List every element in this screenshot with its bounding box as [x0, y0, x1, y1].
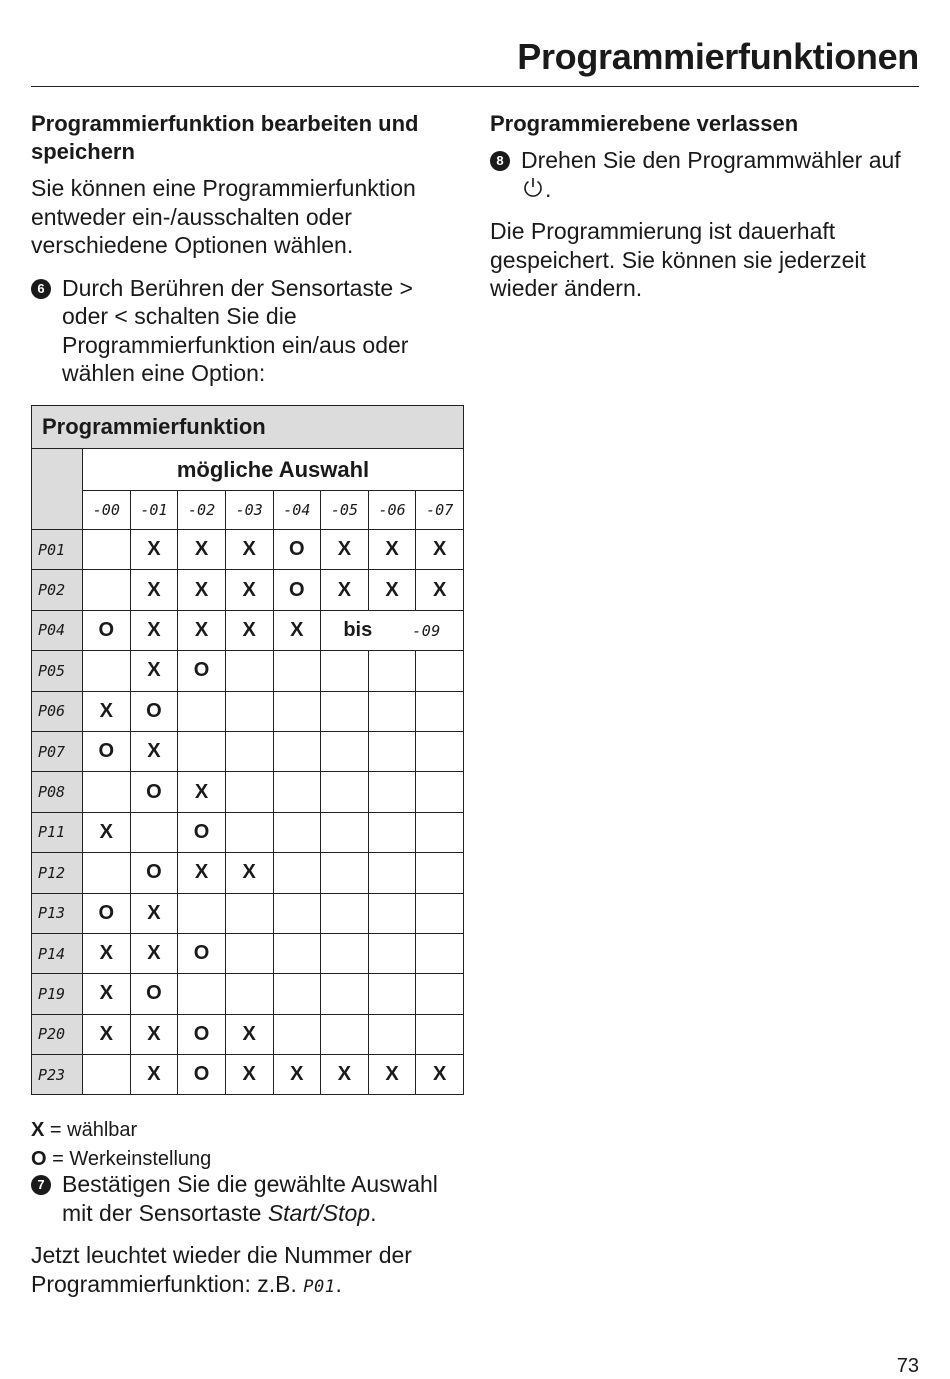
table-row: [32, 530, 464, 570]
table-cell: [273, 1014, 321, 1054]
row-header-blank: [32, 449, 83, 530]
table-cell: [273, 812, 321, 852]
table-cell: X: [273, 610, 321, 650]
table-cell: X: [83, 1014, 131, 1054]
table-cell: O: [178, 1055, 226, 1095]
table-cell: O: [273, 530, 321, 570]
table-cell: X: [416, 530, 464, 570]
start-stop-label: Start/Stop: [267, 1199, 371, 1226]
table-cell: [83, 570, 131, 610]
table-cell: O: [83, 893, 131, 933]
table-cell: [321, 1014, 369, 1054]
table-cell: X: [83, 691, 131, 731]
power-icon: [521, 176, 545, 200]
left-column: [31, 110, 463, 402]
table-cell: [416, 772, 464, 812]
table-cell: X: [225, 1014, 273, 1054]
table-cell: X: [321, 570, 369, 610]
table-cell: X: [225, 853, 273, 893]
table-cell: [273, 853, 321, 893]
table-subtitle: mögliche Auswahl: [83, 449, 464, 491]
table-cell: O: [83, 731, 131, 771]
table-cell: [368, 853, 416, 893]
right-column: [490, 110, 920, 317]
table-cell: [178, 691, 226, 731]
table-cell: X: [416, 1055, 464, 1095]
row-label: P11: [32, 812, 83, 852]
table-cell: X: [225, 570, 273, 610]
table-row: [32, 651, 464, 691]
table-row: [32, 1014, 464, 1054]
table-cell: X: [368, 530, 416, 570]
column-header: -01: [130, 491, 178, 530]
table-row: [32, 731, 464, 771]
step-6-text: Durch Berühren der Sensortaste > oder < schalten Sie die Programmierfunktion ein/aus oder wählen eine Option:: [62, 274, 413, 386]
legend-o: O = Werkeinstellung: [31, 1148, 212, 1170]
table-cell: [273, 731, 321, 771]
table-cell: [416, 853, 464, 893]
page-title: Programmierfunktionen: [517, 36, 919, 77]
table-cell: [130, 812, 178, 852]
table-cell: [225, 974, 273, 1014]
table-cell: [225, 812, 273, 852]
row-label: P14: [32, 933, 83, 973]
saved-paragraph: Die Programmierung ist dauerhaft gespeichert. Sie können sie jederzeit wieder ändern.: [490, 218, 866, 301]
table-row: [32, 893, 464, 933]
table-cell: X: [178, 570, 226, 610]
row-label: P06: [32, 691, 83, 731]
table-cell: [273, 651, 321, 691]
table-cell: X: [416, 570, 464, 610]
table-cell: O: [130, 853, 178, 893]
table-cell: [321, 853, 369, 893]
table-cell: [225, 772, 273, 812]
table-cell: O: [178, 1014, 226, 1054]
table-cell: X: [321, 530, 369, 570]
row-label: P12: [32, 853, 83, 893]
column-header: -03: [225, 491, 273, 530]
table-cell: X: [130, 530, 178, 570]
table-cell: [178, 974, 226, 1014]
table-cell: [416, 974, 464, 1014]
row-label: P02: [32, 570, 83, 610]
table-cell: X: [225, 1055, 273, 1095]
step-6: [31, 274, 463, 388]
row-label: P19: [32, 974, 83, 1014]
closing-paragraph: Jetzt leuchtet wieder die Nummer der Programmierfunktion: z.B. P01.: [31, 1242, 412, 1297]
step-8-text: Drehen Sie den Programmwähler auf: [521, 147, 901, 173]
table-row: [32, 691, 464, 731]
table-row: [32, 812, 464, 852]
row-label: P08: [32, 772, 83, 812]
legend: [31, 1116, 211, 1174]
table-cell: X: [368, 570, 416, 610]
row-label: P20: [32, 1014, 83, 1054]
table-cell: [178, 893, 226, 933]
table-cell: [321, 731, 369, 771]
table-cell: [368, 893, 416, 933]
table-cell: [225, 731, 273, 771]
table-cell: X: [321, 1055, 369, 1095]
table-cell: X: [178, 772, 226, 812]
step-7-text: Bestätigen Sie die gewählte Auswahl mit der Sensortaste: [62, 1171, 438, 1226]
table-cell: [368, 651, 416, 691]
table-cell: [273, 974, 321, 1014]
table-row: [32, 772, 464, 812]
table-cell: [416, 731, 464, 771]
table-row: [32, 610, 464, 650]
table-cell: X: [130, 1014, 178, 1054]
programming-function-table: [31, 405, 464, 1095]
table-cell: X: [130, 610, 178, 650]
table-cell: [368, 772, 416, 812]
table-cell: X: [130, 651, 178, 691]
table-cell: O: [178, 651, 226, 691]
table-cell: [416, 651, 464, 691]
row-label: P05: [32, 651, 83, 691]
table-cell: [416, 812, 464, 852]
row-label: P04: [32, 610, 83, 650]
column-header: -00: [83, 491, 131, 530]
table-cell: [321, 651, 369, 691]
table-cell: X: [130, 570, 178, 610]
table-cell: O: [83, 610, 131, 650]
step-7: 7 Bestätigen Sie die gewählte Auswahl mit der Sensortaste Start/Stop.: [31, 1170, 471, 1227]
table-row: [32, 974, 464, 1014]
table-cell: [321, 893, 369, 933]
table-cell: [83, 651, 131, 691]
row-label: P13: [32, 893, 83, 933]
table-cell: [368, 974, 416, 1014]
table-cell: [225, 893, 273, 933]
table-cell: [83, 530, 131, 570]
table-cell: O: [130, 691, 178, 731]
table-cell: [416, 691, 464, 731]
step-number-7: 7: [31, 1175, 51, 1195]
table-cell: [83, 772, 131, 812]
table-cell: X: [83, 933, 131, 973]
table-cell: [225, 691, 273, 731]
table-cell: [416, 933, 464, 973]
table-row: [32, 933, 464, 973]
table-cell: [321, 691, 369, 731]
column-header: -05: [321, 491, 369, 530]
table-cell: [225, 651, 273, 691]
table-cell: [416, 893, 464, 933]
table-cell: O: [130, 772, 178, 812]
header-rule: [31, 86, 919, 87]
table-cell: X: [178, 610, 226, 650]
intro-paragraph: Sie können eine Programmierfunktion entweder ein-/ausschalten oder verschiedene Optionen wählen.: [31, 175, 416, 258]
table-cell: [321, 812, 369, 852]
table-cell: [368, 812, 416, 852]
row-label: P01: [32, 530, 83, 570]
column-header: -07: [416, 491, 464, 530]
step-number-8: 8: [490, 151, 510, 171]
step-8: 8 Drehen Sie den Programmwähler auf .: [490, 146, 920, 203]
table-cell: [273, 772, 321, 812]
table-cell: [368, 1014, 416, 1054]
table-cell: [321, 933, 369, 973]
column-header: -06: [368, 491, 416, 530]
table-cell: X: [130, 893, 178, 933]
table-cell: [83, 1055, 131, 1095]
table-cell: O: [178, 933, 226, 973]
column-header: -02: [178, 491, 226, 530]
table-cell: X: [178, 530, 226, 570]
table-cell: O: [178, 812, 226, 852]
table-cell: X: [130, 1055, 178, 1095]
table-cell: [273, 933, 321, 973]
table-cell: X: [130, 731, 178, 771]
table-title: Programmierfunktion: [32, 406, 464, 449]
table-cell: X: [130, 933, 178, 973]
table-cell: X: [178, 853, 226, 893]
table-cell: [321, 974, 369, 1014]
table-cell: [368, 731, 416, 771]
table-cell: [273, 691, 321, 731]
table-cell: X: [273, 1055, 321, 1095]
table-cell: [368, 933, 416, 973]
table-cell: [321, 772, 369, 812]
step-number-6: 6: [31, 279, 51, 299]
table-row: [32, 1055, 464, 1095]
section-heading-edit: Programmierfunktion bearbeiten und speichern: [31, 111, 419, 164]
after-table: [31, 1170, 471, 1315]
range-cell: bis -09: [321, 610, 464, 650]
table-cell: [225, 933, 273, 973]
table-cell: [178, 731, 226, 771]
table-cell: X: [83, 812, 131, 852]
table-cell: [416, 1014, 464, 1054]
section-heading-exit: Programmierebene verlassen: [490, 111, 799, 136]
table-cell: [83, 853, 131, 893]
table-cell: X: [225, 530, 273, 570]
row-label: P07: [32, 731, 83, 771]
table-cell: O: [130, 974, 178, 1014]
table-cell: [368, 691, 416, 731]
table-cell: [273, 893, 321, 933]
row-label: P23: [32, 1055, 83, 1095]
table-cell: X: [368, 1055, 416, 1095]
table-row: [32, 853, 464, 893]
display-example: P01: [303, 1276, 336, 1297]
column-header: -04: [273, 491, 321, 530]
table-cell: X: [225, 610, 273, 650]
table-cell: X: [83, 974, 131, 1014]
table-cell: O: [273, 570, 321, 610]
page-number: 73: [896, 1355, 919, 1377]
legend-x: X = wählbar: [31, 1119, 138, 1141]
table-row: [32, 570, 464, 610]
